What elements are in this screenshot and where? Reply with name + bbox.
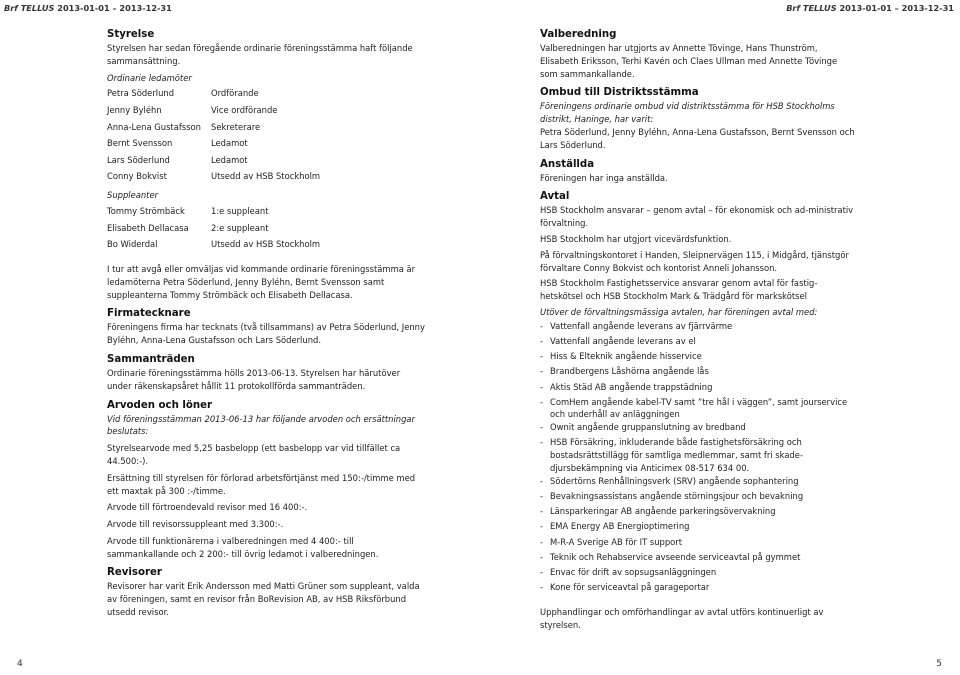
avtal-paragraph: HSB Stockholm ansvarar – genom avtal – för ekonomisk och ad-ministrativ förvaltning. bbox=[540, 205, 854, 229]
list-item: - Envac för drift av sopsugsanläggningen bbox=[540, 566, 856, 581]
member-name: Anna-Lena Gustafsson bbox=[107, 121, 201, 132]
firmatecknare-heading: Firmatecknare bbox=[107, 308, 191, 320]
member-role: Sekreterare bbox=[211, 121, 261, 132]
arvoden-item: Ersättning till styrelsen för förlorad arbetsförtjänst med 150:-/timme med ett maxtak på 300 :-/timme. bbox=[107, 472, 416, 496]
revisorer-heading: Revisorer bbox=[107, 567, 162, 579]
member-row bbox=[107, 169, 425, 186]
page-header-left bbox=[4, 3, 172, 13]
anstallda-text: Föreningen har inga anställda. bbox=[540, 172, 668, 183]
tur-text: I tur att avgå eller omväljas vid kommande ordinarie föreningsstämma är ledamöterna Petra Söderlund, Jenny Byléhn, Bernt Svensson samt suppleanterna Tommy Strömbäck och Elisabeth Dellacasa. bbox=[107, 263, 416, 300]
styrelse-text: Styrelsen har sedan föregående ordinarie föreningsstämma haft följande sammansättning. bbox=[107, 43, 413, 66]
arvoden-item: Arvode till revisorssuppleant med 3.300:-. bbox=[107, 519, 284, 530]
member-role: Ledamot bbox=[211, 138, 248, 149]
list-item: - Brandbergens Låshörna angående lås bbox=[540, 365, 856, 380]
list-item: - Länsparkeringar AB angående parkeringsövervakning bbox=[540, 505, 856, 520]
member-role: 1:e suppleant bbox=[211, 206, 269, 217]
list-item: - Aktis Städ AB angående trappstädning bbox=[540, 381, 856, 396]
sammantraden-heading: Sammanträden bbox=[107, 353, 195, 365]
upphandlingar-text: Upphandlingar och omförhandlingar av avtal utförs kontinuerligt av styrelsen. bbox=[540, 607, 824, 631]
ordinarie-list bbox=[107, 86, 425, 186]
list-item: - Teknik och Rehabservice avseende serviceavtal på gymmet bbox=[540, 551, 856, 566]
page-header-right bbox=[786, 3, 954, 13]
arvoden-item: Arvode till funktionärerna i valberedningen med 4 400:- till sammankallande och 2 200:- till övrig ledamot i valberedningen. bbox=[107, 535, 379, 559]
header-dates: 2013-01-01 – 2013-12-31 bbox=[839, 3, 954, 13]
valberedning-heading: Valberedning bbox=[540, 29, 617, 40]
member-name: Bernt Svensson bbox=[107, 138, 173, 149]
list-item: - Hiss & Elteknik angående hisservice bbox=[540, 350, 856, 365]
member-name: Bo Widerdal bbox=[107, 239, 158, 250]
avtal-paragraph: HSB Stockholm Fastighetsservice ansvarar genom avtal för fastig-hetskötsel och HSB Stockholm Mark & Trädgård för markskötsel bbox=[540, 278, 818, 302]
member-row bbox=[107, 135, 425, 152]
anstallda-heading: Anställda bbox=[540, 158, 595, 170]
firmatecknare-text: Föreningens firma har tecknats (två tillsammans) av Petra Söderlund, Jenny Byléhn, Anna-Lena Gustafsson och Lars Söderlund. bbox=[107, 322, 425, 346]
ordinarie-heading: Ordinarie ledamöter bbox=[107, 72, 192, 83]
member-row bbox=[107, 119, 425, 136]
suppleanter-list bbox=[107, 203, 425, 253]
list-item: - Ownit angående gruppanslutning av bredband bbox=[540, 421, 856, 436]
list-item: - HSB Försäkring, inkluderande både fastighetsförsäkring och bostadsrättstillägg för samtliga medlemmar, samt fri skade-djursbekämpning via Anticimex 08-517 634 00. bbox=[540, 436, 856, 474]
arvoden-item: Arvode till förtroendevald revisor med 16 400:-. bbox=[107, 502, 308, 513]
ombud-intro: Föreningens ordinarie ombud vid distriktsstämma för HSB Stockholms distrikt, Haninge, har varit: bbox=[540, 101, 835, 125]
page-number-right: 5 bbox=[936, 659, 942, 669]
member-name: Jenny Byléhn bbox=[107, 105, 162, 116]
list-item: - Kone för serviceavtal på garageportar bbox=[540, 581, 856, 596]
member-row bbox=[107, 220, 425, 237]
member-name: Conny Bokvist bbox=[107, 171, 167, 182]
member-row bbox=[107, 86, 425, 103]
member-row bbox=[107, 203, 425, 220]
list-item: - Bevakningsassistans angående störningsjour och bevakning bbox=[540, 490, 856, 505]
member-row bbox=[107, 102, 425, 119]
page-number-left: 4 bbox=[17, 659, 23, 669]
suppleanter-heading: Suppleanter bbox=[107, 190, 159, 201]
header-dates: 2013-01-01 – 2013-12-31 bbox=[57, 3, 172, 13]
left-column bbox=[107, 28, 425, 619]
arvoden-heading: Arvoden och löner bbox=[107, 399, 213, 411]
member-name: Petra Söderlund bbox=[107, 88, 175, 99]
header-brand: Brf TELLUS bbox=[4, 3, 55, 13]
arvoden-item: Styrelsearvode med 5,25 basbelopp (ett basbelopp var vid tillfället ca 44.500:-). bbox=[107, 443, 401, 466]
ombud-heading: Ombud till Distriktsstämma bbox=[540, 87, 699, 99]
member-role: 2:e suppleant bbox=[211, 222, 269, 233]
member-role: Utsedd av HSB Stockholm bbox=[211, 239, 321, 250]
avtal-heading: Avtal bbox=[540, 191, 570, 203]
member-name: Tommy Strömbäck bbox=[107, 206, 185, 217]
list-item: - M-R-A Sverige AB för IT support bbox=[540, 536, 856, 551]
header-brand: Brf TELLUS bbox=[786, 3, 837, 13]
member-role: Utsedd av HSB Stockholm bbox=[211, 171, 321, 182]
ombud-text: Petra Söderlund, Jenny Byléhn, Anna-Lena Gustafsson, Bernt Svensson och Lars Söderlund. bbox=[540, 126, 855, 150]
arvoden-intro: Vid föreningsstämman 2013-06-13 har följande arvoden och ersättningar beslutats: bbox=[107, 413, 415, 437]
valberedning-text: Valberedningen har utgjorts av Annette Tövinge, Hans Thunström, Elisabeth Eriksson, Terhi Kavén och Claes Ullman med Annette Tövinge som sammankallande. bbox=[540, 43, 838, 79]
list-item: - Södertörns Renhållningsverk (SRV) angående sophantering bbox=[540, 475, 856, 490]
revisorer-text: Revisorer har varit Erik Andersson med Matti Grüner som suppleant, valda av föreningen, samt en revisor från BoRevision AB, av HSB Riksförbund utsedd revisor. bbox=[107, 581, 420, 618]
styrelse-heading: Styrelse bbox=[107, 29, 155, 40]
avtal-paragraph: På förvaltningskontoret i Handen, Sleipnervägen 115, i Midgård, tjänstgör förvaltare Conny Bokvist och kontorist Anneli Johansson. bbox=[540, 249, 849, 273]
right-column bbox=[540, 28, 856, 632]
member-role: Ordförande bbox=[211, 88, 259, 99]
list-item: - EMA Energy AB Energioptimering bbox=[540, 520, 856, 535]
member-name: Lars Söderlund bbox=[107, 154, 170, 165]
member-row bbox=[107, 236, 425, 253]
member-role: Vice ordförande bbox=[211, 105, 278, 116]
list-item: - ComHem angående kabel-TV samt ”tre hål i väggen”, samt jourservice och underhåll av anläggningen bbox=[540, 396, 856, 422]
avtal-paragraph: HSB Stockholm har utgjort vicevärdsfunktion. bbox=[540, 233, 732, 244]
avtal-utover: Utöver de förvaltningsmässiga avtalen, har föreningen avtal med: bbox=[540, 306, 818, 317]
sammantraden-text: Ordinarie föreningsstämma hölls 2013-06-13. Styrelsen har härutöver under räkenskapsåret hållit 11 protokollförda sammanträden. bbox=[107, 367, 401, 391]
member-role: Ledamot bbox=[211, 154, 248, 165]
list-item: - Vattenfall angående leverans av el bbox=[540, 335, 856, 350]
avtal-list bbox=[540, 320, 856, 597]
list-item: - Vattenfall angående leverans av fjärrvärme bbox=[540, 320, 856, 335]
member-row bbox=[107, 152, 425, 169]
member-name: Elisabeth Dellacasa bbox=[107, 222, 189, 233]
